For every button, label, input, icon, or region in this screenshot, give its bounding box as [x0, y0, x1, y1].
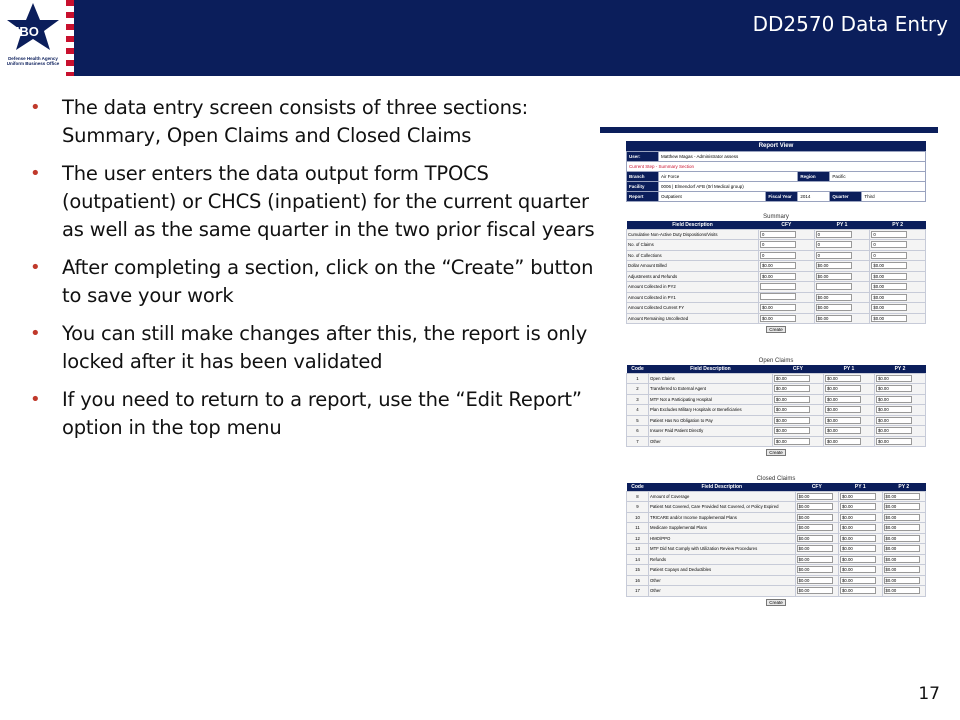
value-cell — [772, 373, 823, 384]
table-row — [627, 384, 926, 395]
value-cell — [839, 491, 882, 502]
value-input[interactable]: $0.00 — [876, 385, 912, 392]
value-input[interactable]: $0.00 — [884, 577, 920, 584]
value-cell — [814, 261, 870, 272]
bullet-text: If you need to return to a report, use the “Edit Report” option in the top menu — [62, 388, 582, 439]
row-description: Amount Collected Current FY — [627, 303, 759, 314]
region-value: Pacific — [830, 172, 926, 182]
value-input[interactable]: 0 — [760, 252, 796, 259]
value-input[interactable]: $0.00 — [884, 493, 920, 500]
branch-label: Branch — [627, 172, 659, 182]
col-header: PY 1 — [839, 483, 882, 491]
value-input[interactable]: $0.00 — [797, 577, 833, 584]
value-cell — [874, 426, 925, 437]
value-input[interactable]: $0.00 — [876, 406, 912, 413]
value-input[interactable]: $0.00 — [797, 556, 833, 563]
value-cell — [882, 554, 925, 565]
value-cell — [870, 313, 926, 324]
value-input[interactable]: $0.00 — [884, 535, 920, 542]
closed-claims-title: Closed Claims — [756, 476, 796, 482]
row-description: Adjustments and Refunds — [627, 271, 759, 282]
value-cell — [882, 575, 925, 586]
value-cell — [795, 565, 838, 576]
value-input[interactable]: $0.00 — [840, 587, 876, 594]
value-cell — [870, 229, 926, 240]
value-cell — [814, 292, 870, 303]
value-input[interactable]: $0.00 — [871, 315, 907, 322]
col-header: Field Description — [627, 221, 759, 229]
fiscal-year-value: 2014 — [798, 192, 830, 202]
table-row — [627, 313, 926, 324]
bullet-list — [28, 94, 598, 452]
value-input[interactable]: $0.00 — [774, 375, 810, 382]
col-header: CFY — [795, 483, 838, 491]
value-input[interactable]: $0.00 — [871, 283, 907, 290]
row-description: No. of Claims — [627, 240, 759, 251]
value-input[interactable]: $0.00 — [840, 556, 876, 563]
col-header: PY 2 — [882, 483, 925, 491]
value-input[interactable]: $0.00 — [774, 427, 810, 434]
table-row — [627, 512, 926, 523]
value-input[interactable]: $0.00 — [876, 375, 912, 382]
col-header: Field Description — [649, 365, 773, 373]
table-row — [627, 544, 926, 555]
value-cell — [870, 303, 926, 314]
summary-section — [626, 213, 926, 333]
row-description: Cumulative Non-Active Duty Dispositions/Visits — [627, 229, 759, 240]
current-step: Current Step - Summary Section — [627, 162, 926, 172]
embedded-app-screenshot — [600, 127, 938, 622]
bullet-dot-icon: • — [30, 389, 41, 410]
table-row — [627, 523, 926, 534]
value-cell — [882, 491, 925, 502]
ubo-logo — [0, 0, 66, 76]
value-cell — [882, 523, 925, 534]
value-input[interactable]: 0 — [871, 231, 907, 238]
value-input[interactable]: $0.00 — [884, 587, 920, 594]
value-input[interactable]: $0.00 — [760, 304, 796, 311]
open-claims-section — [626, 357, 926, 456]
row-code: 8 — [627, 491, 649, 502]
value-input[interactable]: $0.00 — [840, 535, 876, 542]
row-description: Open Claims — [649, 373, 773, 384]
value-cell — [839, 565, 882, 576]
logo-text: UBO — [10, 24, 39, 39]
value-input[interactable]: $0.00 — [797, 524, 833, 531]
summary-create-button[interactable]: Create — [766, 326, 786, 333]
row-description: TRICARE and/or Income Supplemental Plans — [649, 512, 796, 523]
value-cell — [814, 271, 870, 282]
value-cell — [839, 554, 882, 565]
value-cell — [874, 405, 925, 416]
table-row — [627, 373, 926, 384]
value-input[interactable]: 0 — [816, 241, 852, 248]
row-code: 10 — [627, 512, 649, 523]
row-description: Patient Not Covered, Care Provided Not Covered, or Policy Expired — [649, 502, 796, 513]
row-code: 13 — [627, 544, 649, 555]
value-cell — [874, 436, 925, 447]
col-header: Code — [627, 365, 649, 373]
table-row — [627, 436, 926, 447]
value-cell — [839, 502, 882, 513]
closed-claims-table — [626, 483, 926, 597]
value-cell — [874, 415, 925, 426]
row-description: Refunds — [649, 554, 796, 565]
value-cell — [823, 394, 874, 405]
col-header: PY 1 — [814, 221, 870, 229]
bullet-dot-icon: • — [30, 257, 41, 278]
table-row — [627, 586, 926, 597]
value-cell — [795, 502, 838, 513]
bullet-text: The user enters the data output form TPOCS (outpatient) or CHCS (inpatient) for the current quarter as well as the same quarter in the two prior fiscal years — [62, 162, 595, 241]
value-cell — [870, 271, 926, 282]
value-input[interactable]: $0.00 — [760, 262, 796, 269]
row-code: 5 — [627, 415, 649, 426]
row-description: HMO/PPO — [649, 533, 796, 544]
value-input[interactable]: $0.00 — [816, 315, 852, 322]
value-cell — [839, 512, 882, 523]
report-value: Outpatient — [659, 192, 766, 202]
branch-value: Air Force — [659, 172, 798, 182]
row-code: 14 — [627, 554, 649, 565]
value-cell — [759, 303, 815, 314]
value-input[interactable]: $0.00 — [884, 566, 920, 573]
value-input[interactable]: $0.00 — [840, 566, 876, 573]
slide-title: DD2570 Data Entry — [752, 12, 948, 36]
value-cell — [823, 436, 874, 447]
open-claims-create-button[interactable]: Create — [766, 449, 786, 456]
value-cell — [759, 229, 815, 240]
value-cell — [882, 533, 925, 544]
value-input[interactable]: $0.00 — [876, 417, 912, 424]
report-view-table — [626, 151, 926, 202]
value-cell — [839, 544, 882, 555]
value-cell — [759, 313, 815, 324]
table-row — [627, 554, 926, 565]
row-code: 9 — [627, 502, 649, 513]
value-cell — [814, 313, 870, 324]
bullet-dot-icon: • — [30, 163, 41, 184]
value-cell — [870, 292, 926, 303]
value-input[interactable]: $0.00 — [797, 493, 833, 500]
row-code: 2 — [627, 384, 649, 395]
value-input[interactable]: $0.00 — [816, 294, 852, 301]
value-cell — [814, 303, 870, 314]
report-view-panel — [626, 141, 926, 202]
row-description: Amount of Coverage — [649, 491, 796, 502]
value-input[interactable]: $0.00 — [825, 396, 861, 403]
value-cell — [839, 575, 882, 586]
region-label: Region — [798, 172, 830, 182]
value-input[interactable]: $0.00 — [797, 545, 833, 552]
col-header: CFY — [772, 365, 823, 373]
value-input[interactable]: 0 — [871, 241, 907, 248]
value-input[interactable]: $0.00 — [871, 304, 907, 311]
value-cell — [759, 292, 815, 303]
value-input[interactable]: $0.00 — [876, 427, 912, 434]
value-input[interactable]: $0.00 — [797, 587, 833, 594]
value-cell — [823, 373, 874, 384]
table-row — [627, 250, 926, 261]
value-cell — [795, 544, 838, 555]
value-cell — [772, 394, 823, 405]
value-cell — [823, 405, 874, 416]
value-cell — [882, 565, 925, 576]
value-input[interactable]: $0.00 — [825, 406, 861, 413]
value-cell — [795, 575, 838, 586]
value-cell — [772, 384, 823, 395]
value-input[interactable]: $0.00 — [884, 524, 920, 531]
value-input[interactable]: $0.00 — [774, 417, 810, 424]
row-code: 17 — [627, 586, 649, 597]
bullet-item — [28, 254, 598, 310]
value-cell — [870, 250, 926, 261]
value-cell — [882, 544, 925, 555]
row-code: 3 — [627, 394, 649, 405]
value-input[interactable]: $0.00 — [884, 545, 920, 552]
table-row — [627, 426, 926, 437]
value-cell — [759, 250, 815, 261]
col-header: Field Description — [649, 483, 796, 491]
table-row — [627, 491, 926, 502]
open-claims-title: Open Claims — [758, 358, 794, 364]
value-input[interactable]: $0.00 — [825, 385, 861, 392]
value-cell — [759, 261, 815, 272]
row-description: Amount Collected in PY1 — [627, 292, 759, 303]
row-description: Amount Collected in PY2 — [627, 282, 759, 293]
value-input[interactable]: $0.00 — [871, 294, 907, 301]
value-cell — [795, 554, 838, 565]
logo-stripes — [66, 0, 74, 76]
row-code: 4 — [627, 405, 649, 416]
row-description: MTF Not a Participating Hospital — [649, 394, 773, 405]
value-cell — [874, 373, 925, 384]
facility-value: 0006 | Elmendorf AFB (0rl Medical group) — [659, 182, 926, 192]
bullet-item — [28, 94, 598, 150]
value-input[interactable]: $0.00 — [840, 545, 876, 552]
row-description: Patient Has No Obligation to Pay — [649, 415, 773, 426]
col-header: PY 2 — [870, 221, 926, 229]
value-cell — [839, 523, 882, 534]
app-top-menu[interactable] — [600, 127, 938, 133]
col-header: PY 1 — [823, 365, 874, 373]
value-input[interactable]: 0 — [760, 231, 796, 238]
value-input[interactable]: $0.00 — [774, 385, 810, 392]
row-description: Dollar Amount Billed — [627, 261, 759, 272]
value-input[interactable]: $0.00 — [797, 514, 833, 521]
value-cell — [795, 512, 838, 523]
bullet-dot-icon: • — [30, 97, 41, 118]
header-bar — [0, 0, 960, 76]
col-header: PY 2 — [874, 365, 925, 373]
logo-subtitle: Defense Health Agency Uniform Business Office — [6, 56, 60, 66]
value-cell — [823, 415, 874, 426]
value-cell — [759, 240, 815, 251]
value-input[interactable]: $0.00 — [884, 503, 920, 510]
row-code: 15 — [627, 565, 649, 576]
report-label: Report — [627, 192, 659, 202]
row-code: 16 — [627, 575, 649, 586]
value-cell — [870, 240, 926, 251]
closed-claims-create-button[interactable]: Create — [766, 599, 786, 606]
row-code: 12 — [627, 533, 649, 544]
value-cell — [795, 533, 838, 544]
row-code: 11 — [627, 523, 649, 534]
summary-title: Summary — [763, 214, 789, 220]
row-description: MTF Did Not Comply with Utilization Review Procedures — [649, 544, 796, 555]
value-input[interactable]: 0 — [816, 252, 852, 259]
bullet-text: After completing a section, click on the “Create” button to save your work — [62, 256, 594, 307]
row-description: Other — [649, 575, 796, 586]
value-input[interactable]: 0 — [871, 252, 907, 259]
row-description: Insurer Paid Patient Directly — [649, 426, 773, 437]
value-cell — [870, 261, 926, 272]
row-description: Transferred to External Agent — [649, 384, 773, 395]
row-description: Amount Remaining Uncollected — [627, 313, 759, 324]
table-row — [627, 415, 926, 426]
value-cell — [772, 426, 823, 437]
row-description: Patient Copays and Deductibles — [649, 565, 796, 576]
value-input[interactable]: $0.00 — [760, 315, 796, 322]
row-code: 7 — [627, 436, 649, 447]
table-row — [627, 261, 926, 272]
row-code: 6 — [627, 426, 649, 437]
value-cell — [839, 533, 882, 544]
value-cell — [759, 282, 815, 293]
bullet-item — [28, 160, 598, 244]
closed-claims-section — [626, 475, 926, 606]
user-value: Matthew Magas - Administrator assess — [659, 152, 926, 162]
value-cell — [882, 512, 925, 523]
value-input[interactable]: $0.00 — [876, 396, 912, 403]
value-input[interactable]: 0 — [760, 241, 796, 248]
table-row — [627, 303, 926, 314]
user-label: User: — [627, 152, 659, 162]
row-description: Medicare Supplemental Plans — [649, 523, 796, 534]
value-input[interactable]: $0.00 — [760, 273, 796, 280]
value-input[interactable]: $0.00 — [840, 577, 876, 584]
facility-label: Facility — [627, 182, 659, 192]
row-description: Plan Excludes Military Hospitals or Beneficiaries — [649, 405, 773, 416]
value-cell — [795, 586, 838, 597]
value-input[interactable]: $0.00 — [797, 503, 833, 510]
table-row — [627, 405, 926, 416]
value-cell — [814, 240, 870, 251]
row-description: Other — [649, 586, 796, 597]
quarter-value: Third — [862, 192, 926, 202]
value-cell — [795, 523, 838, 534]
value-input[interactable]: $0.00 — [825, 375, 861, 382]
col-header: CFY — [759, 221, 815, 229]
value-input[interactable]: $0.00 — [876, 438, 912, 445]
bullet-dot-icon: • — [30, 323, 41, 344]
value-input[interactable]: $0.00 — [816, 262, 852, 269]
value-input[interactable]: $0.00 — [774, 396, 810, 403]
bullet-item — [28, 386, 598, 442]
value-input[interactable]: $0.00 — [825, 417, 861, 424]
col-header: Code — [627, 483, 649, 491]
table-row — [627, 533, 926, 544]
value-cell — [839, 586, 882, 597]
value-cell — [772, 405, 823, 416]
value-input[interactable]: $0.00 — [825, 427, 861, 434]
table-row — [627, 292, 926, 303]
value-cell — [772, 436, 823, 447]
bullet-text: The data entry screen consists of three sections: Summary, Open Claims and Closed Claims — [62, 96, 529, 147]
value-input[interactable] — [760, 293, 796, 300]
value-input[interactable] — [816, 283, 852, 290]
value-cell — [772, 415, 823, 426]
table-row — [627, 502, 926, 513]
value-input[interactable]: $0.00 — [840, 514, 876, 521]
value-cell — [814, 282, 870, 293]
value-input[interactable]: $0.00 — [884, 514, 920, 521]
value-cell — [814, 250, 870, 261]
value-input[interactable]: $0.00 — [816, 304, 852, 311]
bullet-item — [28, 320, 598, 376]
value-cell — [882, 586, 925, 597]
value-cell — [874, 384, 925, 395]
value-input[interactable]: $0.00 — [871, 273, 907, 280]
value-cell — [795, 491, 838, 502]
value-input[interactable]: $0.00 — [797, 566, 833, 573]
report-view-title: Report View — [626, 141, 926, 151]
value-input[interactable]: $0.00 — [774, 438, 810, 445]
value-input[interactable]: $0.00 — [774, 406, 810, 413]
row-code: 1 — [627, 373, 649, 384]
open-claims-table — [626, 365, 926, 447]
value-cell — [823, 426, 874, 437]
table-row — [627, 565, 926, 576]
value-input[interactable]: $0.00 — [840, 503, 876, 510]
value-input[interactable]: $0.00 — [840, 524, 876, 531]
value-cell — [870, 282, 926, 293]
value-cell — [874, 394, 925, 405]
value-input[interactable]: $0.00 — [797, 535, 833, 542]
value-input[interactable] — [760, 283, 796, 290]
summary-table — [626, 221, 926, 324]
table-row — [627, 240, 926, 251]
value-cell — [823, 384, 874, 395]
table-row — [627, 271, 926, 282]
row-description: Other — [649, 436, 773, 447]
value-cell — [814, 229, 870, 240]
value-input[interactable]: 0 — [816, 231, 852, 238]
quarter-label: Quarter — [830, 192, 862, 202]
value-input[interactable]: $0.00 — [884, 556, 920, 563]
value-input[interactable]: $0.00 — [840, 493, 876, 500]
row-description: No. of Collections — [627, 250, 759, 261]
table-row — [627, 394, 926, 405]
table-row — [627, 575, 926, 586]
value-input[interactable]: $0.00 — [816, 273, 852, 280]
bullet-text: You can still make changes after this, the report is only locked after it has been validated — [62, 322, 588, 373]
value-input[interactable]: $0.00 — [871, 262, 907, 269]
value-cell — [882, 502, 925, 513]
page-number: 17 — [918, 684, 940, 704]
value-cell — [759, 271, 815, 282]
table-row — [627, 229, 926, 240]
fiscal-year-label: Fiscal Year — [766, 192, 798, 202]
value-input[interactable]: $0.00 — [825, 438, 861, 445]
table-row — [627, 282, 926, 293]
